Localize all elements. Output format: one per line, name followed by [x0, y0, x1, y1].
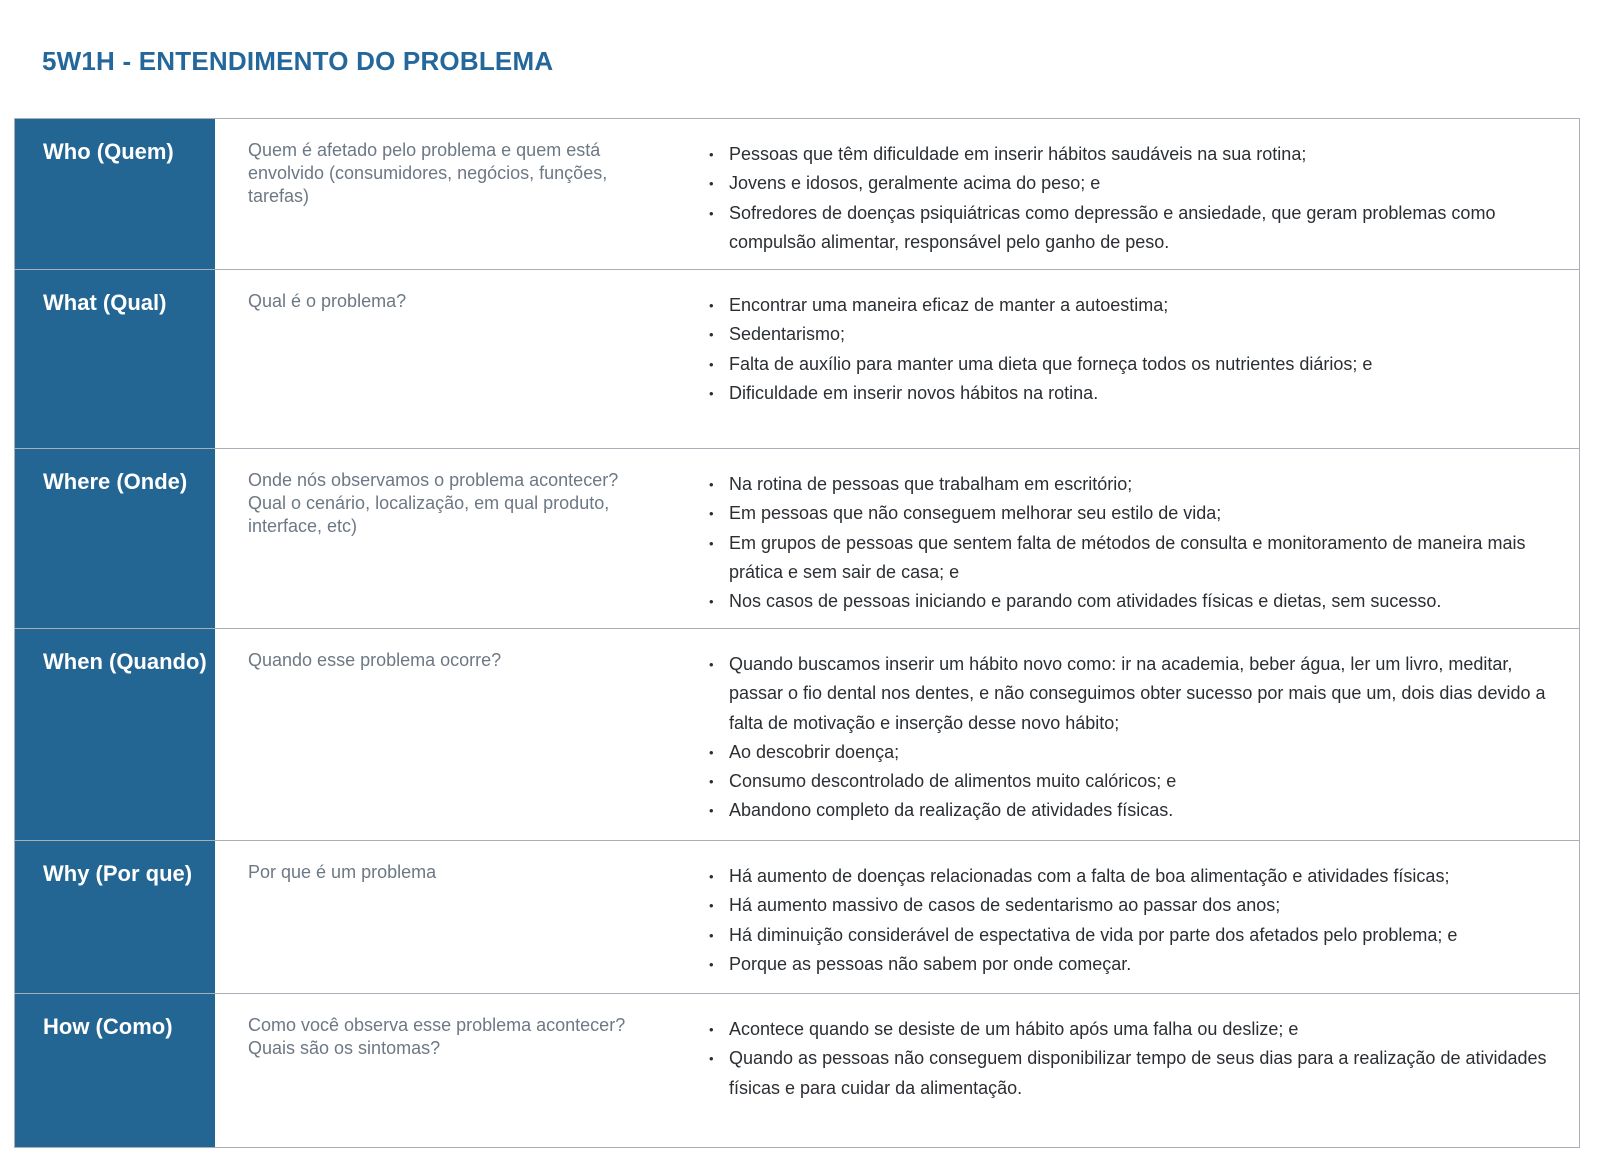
row-label: Where (Onde)	[15, 449, 215, 629]
5w1h-table	[14, 118, 1580, 1148]
row-question: Qual é o problema?	[248, 291, 407, 311]
row-content	[215, 449, 1579, 629]
row-content	[215, 841, 1579, 994]
list-item: • Nos casos de pessoas iniciando e parando com atividades físicas e dietas, sem sucesso.	[709, 587, 1569, 616]
answer-list	[709, 862, 1569, 979]
list-item: • Sofredores de doenças psiquiátricas como depressão e ansiedade, que geram problemas como compulsão alimentar, responsável pelo ganho de peso.	[709, 199, 1569, 258]
list-item: • Em grupos de pessoas que sentem falta de métodos de consulta e monitoramento de maneira mais prática e sem sair de casa; e	[709, 529, 1569, 588]
row-label: When (Quando)	[15, 629, 215, 841]
list-item: • Dificuldade em inserir novos hábitos na rotina.	[709, 379, 1569, 408]
list-item: • Encontrar uma maneira eficaz de manter a autoestima;	[709, 291, 1569, 320]
list-item: • Em pessoas que não conseguem melhorar seu estilo de vida;	[709, 499, 1569, 528]
answer-list	[709, 1015, 1569, 1103]
list-item: • Abandono completo da realização de atividades físicas.	[709, 796, 1569, 825]
list-item: • Consumo descontrolado de alimentos muito calóricos; e	[709, 767, 1569, 796]
answer-list	[709, 470, 1569, 616]
row-question: Como você observa esse problema acontecer? Quais são os sintomas?	[248, 1015, 626, 1058]
answer-list	[709, 140, 1569, 257]
list-item: • Porque as pessoas não sabem por onde começar.	[709, 950, 1569, 979]
list-item: • Há aumento massivo de casos de sedentarismo ao passar dos anos;	[709, 891, 1569, 920]
list-item: • Há diminuição considerável de espectativa de vida por parte dos afetados pelo problema; e	[709, 921, 1569, 950]
row-label: What (Qual)	[15, 270, 215, 449]
row-content	[215, 994, 1579, 1147]
list-item: • Quando as pessoas não conseguem disponibilizar tempo de seus dias para a realização de atividades físicas e para cuidar da alimentação.	[709, 1044, 1569, 1103]
row-content	[215, 629, 1579, 841]
row-question: Quem é afetado pelo problema e quem está envolvido (consumidores, negócios, funções, tarefas)	[248, 140, 608, 206]
answer-list	[709, 291, 1569, 408]
row-content	[215, 119, 1579, 270]
row-content	[215, 270, 1579, 449]
page-title: 5W1H - ENTENDIMENTO DO PROBLEMA	[42, 46, 554, 76]
list-item: • Falta de auxílio para manter uma dieta que forneça todos os nutrientes diários; e	[709, 350, 1569, 379]
row-label: How (Como)	[15, 994, 215, 1147]
row-question: Onde nós observamos o problema acontecer? Qual o cenário, localização, em qual produto, interface, etc)	[248, 470, 619, 536]
list-item: • Na rotina de pessoas que trabalham em escritório;	[709, 470, 1569, 499]
row-label: Why (Por que)	[15, 841, 215, 994]
list-item: • Há aumento de doenças relacionadas com a falta de boa alimentação e atividades físicas;	[709, 862, 1569, 891]
list-item: • Ao descobrir doença;	[709, 738, 1569, 767]
answer-list	[709, 650, 1569, 826]
list-item: • Jovens e idosos, geralmente acima do peso; e	[709, 169, 1569, 198]
row-question: Por que é um problema	[248, 862, 437, 882]
list-item: • Sedentarismo;	[709, 320, 1569, 349]
list-item: • Pessoas que têm dificuldade em inserir hábitos saudáveis na sua rotina;	[709, 140, 1569, 169]
list-item: • Quando buscamos inserir um hábito novo como: ir na academia, beber água, ler um livro, meditar, passar o fio dental nos dentes, e não conseguimos obter sucesso por mais que um, dois dias devido a falta de motivação e inserção desse novo hábito;	[709, 650, 1569, 738]
row-label: Who (Quem)	[15, 119, 215, 270]
row-question: Quando esse problema ocorre?	[248, 650, 502, 670]
list-item: • Acontece quando se desiste de um hábito após uma falha ou deslize; e	[709, 1015, 1569, 1044]
